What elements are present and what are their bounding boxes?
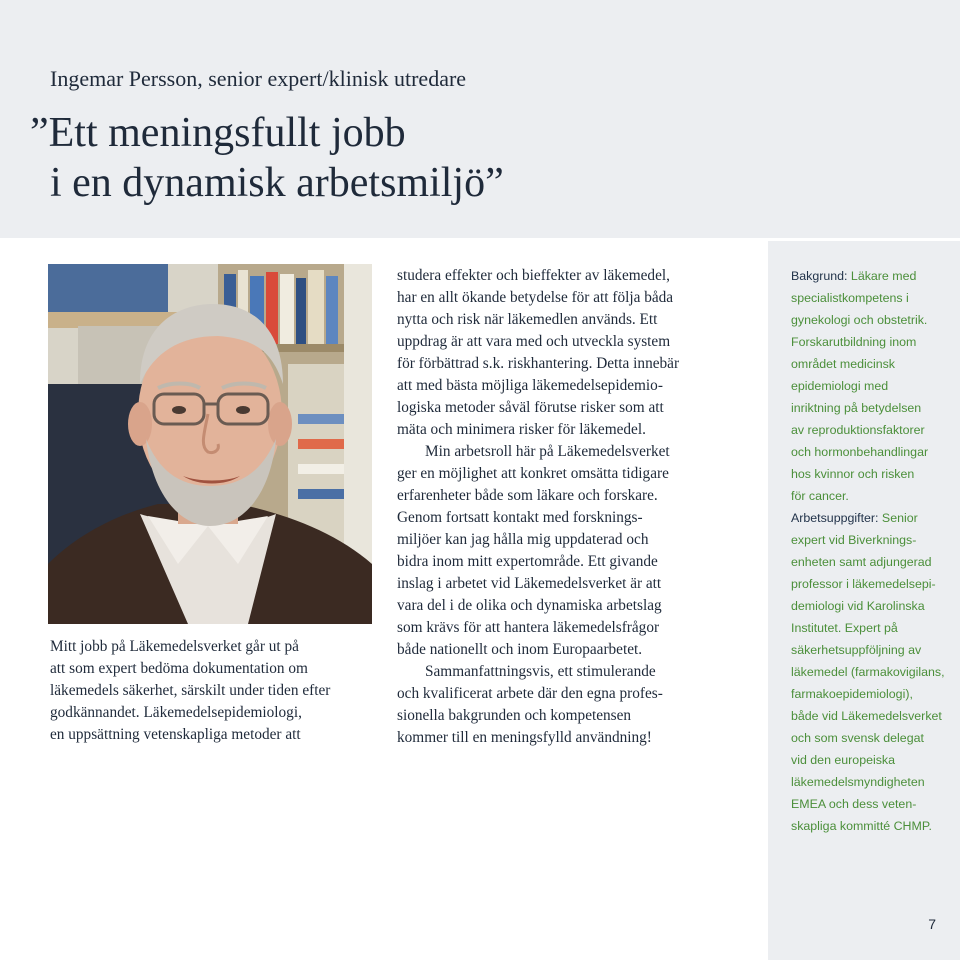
text-line: epidemiologi med: [791, 379, 889, 393]
text-line: inslag i arbetet vid Läkemedelsverket är att: [397, 575, 662, 592]
text-line: studera effekter och bieffekter av läkemedel,: [397, 267, 670, 284]
text-line: en uppsättning vetenskapliga metoder att: [50, 726, 301, 743]
text-line: läkemedel (farmakovigilans,: [791, 665, 945, 679]
arbetsuppgifter-label: Arbetsuppgifter:: [791, 511, 879, 525]
quote-line-1: ”Ett meningsfullt jobb: [30, 110, 406, 156]
text-line: och kvalificerat arbete där den egna profes-: [397, 685, 663, 702]
text-line: Sammanfattningsvis, ett stimulerande: [425, 663, 656, 680]
portrait-photo: [48, 264, 372, 624]
quote-line-2: i en dynamisk arbetsmiljö”: [50, 160, 504, 206]
text-line: Läkare med: [847, 269, 917, 283]
text-line: som krävs för att hantera läkemedelsfrågor: [397, 619, 660, 636]
text-line: Institutet. Expert på: [791, 621, 898, 635]
text-line: Mitt jobb på Läkemedelsverket går ut på: [50, 638, 299, 655]
text-line: enheten samt adjungerad: [791, 555, 932, 569]
text-line: EMEA och dess veten-: [791, 797, 917, 811]
text-line: professor i läkemedelsepi-: [791, 577, 936, 591]
text-line: Genom fortsatt kontakt med forsknings-: [397, 509, 643, 526]
portrait-illustration: [48, 264, 372, 624]
text-line: och hormonbehandlingar: [791, 445, 929, 459]
text-line: Forskarutbildning inom: [791, 335, 917, 349]
text-line: för cancer.: [791, 489, 849, 503]
text-line: kommer till en meningsfylld användning!: [397, 729, 652, 746]
text-line: läkemedels säkerhet, särskilt under tiden efter: [50, 682, 331, 699]
text-line: logiska metoder såväl förutse risker som att: [397, 399, 664, 416]
text-line: både nationellt och inom Europaarbetet.: [397, 641, 643, 658]
header-band: [0, 0, 960, 238]
text-line: att med bästa möjliga läkemedelsepidemio-: [397, 377, 663, 394]
text-line: vara del i de olika och dynamiska arbetslag: [397, 597, 662, 614]
text-line: uppdrag är att vara med och utveckla system: [397, 333, 671, 350]
text-line: av reproduktionsfaktorer: [791, 423, 925, 437]
text-line: att som expert bedöma dokumentation om: [50, 660, 308, 677]
byline: Ingemar Persson, senior expert/klinisk utredare: [50, 66, 467, 91]
text-line: läkemedelsmyndigheten: [791, 775, 925, 789]
text-line: nytta och risk när läkemedlen används. Ett: [397, 311, 658, 328]
pull-quote: [30, 108, 504, 208]
bakgrund-label: Bakgrund:: [791, 269, 848, 283]
text-line: både vid Läkemedelsverket: [791, 709, 942, 723]
text-line: demiologi vid Karolinska: [791, 599, 925, 613]
text-line: farmakoepidemiologi),: [791, 687, 913, 701]
text-line: Min arbetsroll här på Läkemedelsverket: [425, 443, 670, 460]
text-line: ger en möjlighet att konkret omsätta tidigare: [397, 465, 669, 482]
text-line: för förbättrad s.k. riskhantering. Detta innebär: [397, 355, 680, 372]
text-line: godkännandet. Läkemedelsepidemiologi,: [50, 704, 302, 721]
text-line: säkerhetsuppföljning av: [791, 643, 922, 657]
text-line: vid den europeiska: [791, 753, 896, 767]
text-line: har en allt ökande betydelse för att följa båda: [397, 289, 674, 306]
body-column-2: [397, 265, 737, 749]
text-line: Senior: [878, 511, 918, 525]
text-line: miljöer kan jag hålla mig uppdaterad och: [397, 531, 649, 548]
text-line: specialistkompetens i: [791, 291, 909, 305]
text-line: expert vid Biverknings-: [791, 533, 917, 547]
text-line: erfarenheter både som läkare och forskare.: [397, 487, 658, 504]
text-line: sionella bakgrunden och kompetensen: [397, 707, 632, 724]
page-number: 7: [928, 916, 936, 932]
body-column-1: [50, 636, 380, 746]
text-line: området medicinsk: [791, 357, 895, 371]
text-line: och som svensk delegat: [791, 731, 924, 745]
text-line: hos kvinnor och risken: [791, 467, 915, 481]
text-line: gynekologi och obstetrik.: [791, 313, 928, 327]
text-line: inriktning på betydelsen: [791, 401, 922, 415]
fact-sidebar-text: [791, 265, 956, 837]
text-line: mäta och minimera risker för läkemedel.: [397, 421, 646, 438]
text-line: skapliga kommitté CHMP.: [791, 819, 932, 833]
text-line: bidra inom mitt expertområde. Ett givande: [397, 553, 658, 570]
